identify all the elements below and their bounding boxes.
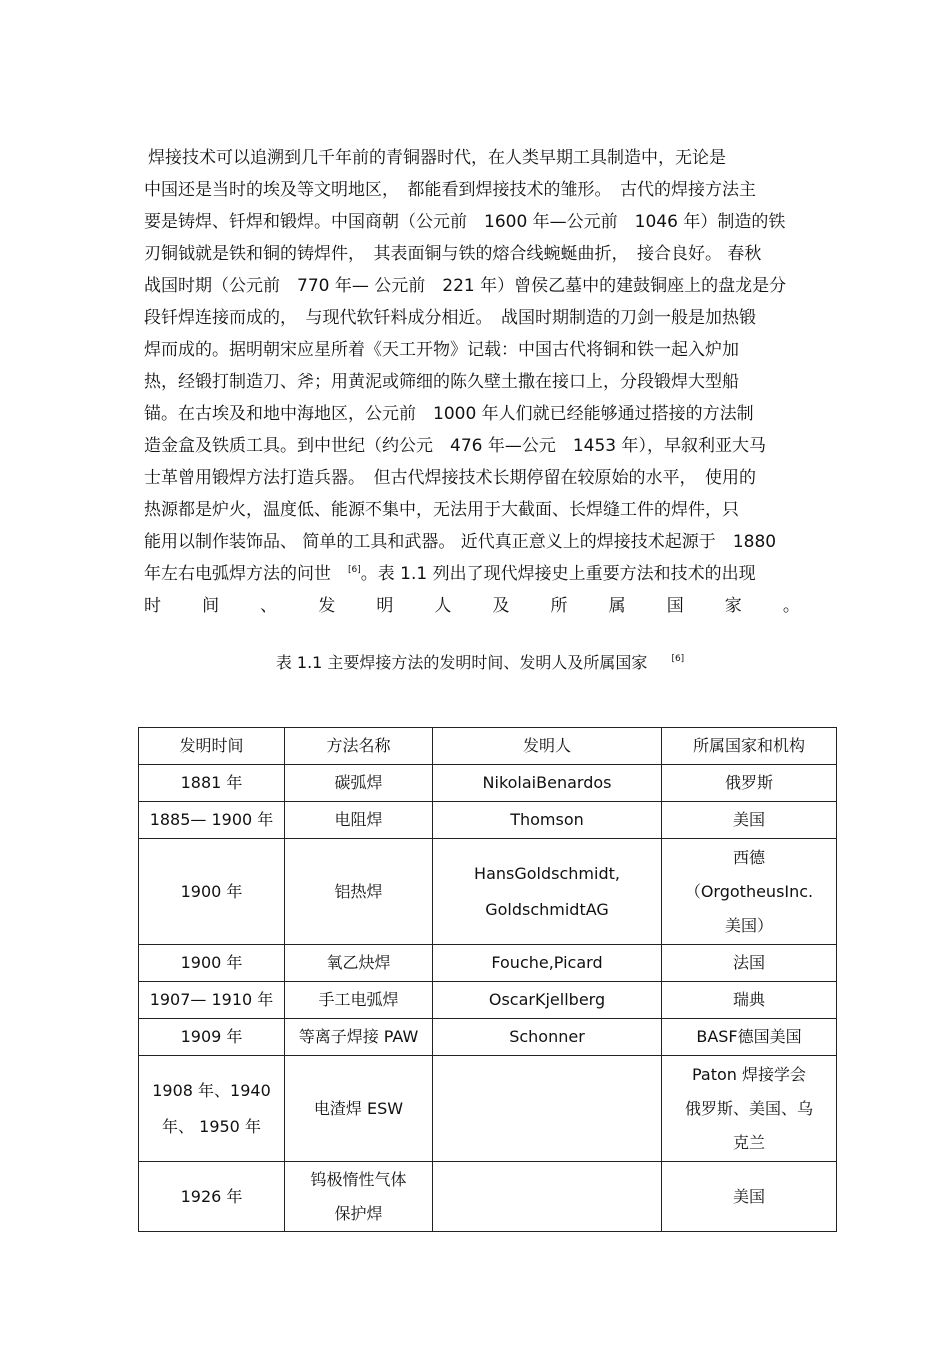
citation-marker: [6] [671,654,685,664]
cell-line: （OrgotheusInc. [684,881,814,901]
text-line: 造金盒及铁质工具。到中世纪（约公元 476 年—公元 1453 年），早叙利亚大马 [144,436,767,456]
text-line: 焊接技术可以追溯到几千年前的青铜器时代，在人类早期工具制造中，无论是 [148,148,726,168]
table-header-row [139,728,837,765]
table-row [139,839,837,945]
column-header: 方法名称 [285,728,433,765]
char: 及 [492,596,510,616]
cell-method: 铝热焊 [285,839,433,945]
column-header: 发明人 [433,728,662,765]
table-row [139,1019,837,1056]
text-line: 中国还是当时的埃及等文明地区， 都能看到焊接技术的雏形。 古代的焊接方法主 [144,180,756,200]
cell-time: 1909 年 [139,1019,285,1056]
cell-time: 1881 年 [139,765,285,802]
char: 、 [260,596,278,616]
cell-time [139,1056,285,1162]
table-caption [0,651,950,675]
cell-method: 手工电弧焊 [285,982,433,1019]
cell-country: BASF德国美国 [662,1019,837,1056]
text-line: 焊而成的。据明朝宋应星所着《天工开物》记载：中国古代将铜和铁一起入炉加 [144,340,739,360]
text-segment: 年左右电弧焊方法的问世 [144,564,348,584]
table-row [139,1056,837,1162]
cell-method: 氧乙炔焊 [285,945,433,982]
cell-country [662,839,837,945]
char: 明 [376,596,394,616]
table-row [139,945,837,982]
cell-country [662,1056,837,1162]
cell-country: 法国 [662,945,837,982]
text-line: 能用以制作装饰品、 简单的工具和武器。 近代真正意义上的焊接技术起源于 1880 [144,532,777,552]
cell-inventor: OscarKjellberg [433,982,662,1019]
cell-line: 钨极惰性气体 [310,1169,407,1189]
cell-line: 1908 年、1940 [152,1080,271,1100]
char: 人 [434,596,452,616]
cell-time: 1900 年 [139,945,285,982]
char: 属 [608,596,626,616]
table-row [139,802,837,839]
cell-time: 1926 年 [139,1162,285,1232]
welding-history-table [138,727,837,1232]
cell-line: 俄罗斯、美国、乌 [684,1098,813,1118]
column-header: 发明时间 [139,728,285,765]
cell-method: 等离子焊接 PAW [285,1019,433,1056]
char: 发 [318,596,336,616]
caption-text: 表 1.1 主要焊接方法的发明时间、发明人及所属国家 [275,653,648,672]
text-line: 刃铜钺就是铁和铜的铸焊件， 其表面铜与铁的熔合线蜿蜒曲折， 接合良好。 春秋 [144,244,762,264]
citation-marker: [6] [348,565,361,575]
char: 时 [144,596,161,616]
cell-inventor: Thomson [433,802,662,839]
table-row [139,982,837,1019]
cell-method [285,1162,433,1232]
char: 家 [724,596,742,616]
cell-method: 碳弧焊 [285,765,433,802]
cell-inventor [433,1056,662,1162]
cell-inventor: Schonner [433,1019,662,1056]
cell-line: 保护焊 [334,1203,383,1223]
cell-line: 美国） [724,915,773,935]
cell-line: Paton 焊接学会 [691,1064,807,1084]
cell-line: 年、 1950 年 [162,1116,261,1136]
cell-inventor [433,839,662,945]
cell-method: 电阻焊 [285,802,433,839]
cell-time: 1885— 1900 年 [139,802,285,839]
text-line: 锚。在古埃及和地中海地区，公元前 1000 年人们就已经能够通过搭接的方法制 [144,404,754,424]
body-paragraph [144,144,812,624]
text-line: 士革曾用锻焊方法打造兵器。 但古代焊接技术长期停留在较原始的水平， 使用的 [144,468,756,488]
cell-inventor [433,1162,662,1232]
char: 国 [666,596,684,616]
cell-country: 美国 [662,802,837,839]
cell-inventor: Fouche,Picard [433,945,662,982]
char: 所 [550,596,568,616]
text-line: 热，经锻打制造刀、斧；用黄泥或筛细的陈久壁土撒在接口上，分段锻焊大型船 [144,372,739,392]
cell-line: 西德 [732,847,765,867]
text-line: 战国时期（公元前 770 年— 公元前 221 年）曾侯乙墓中的建鼓铜座上的盘龙是分 [144,276,787,296]
text-line: 要是铸焊、钎焊和锻焊。中国商朝（公元前 1600 年—公元前 1046 年）制造的铁 [144,212,786,232]
cell-country: 俄罗斯 [662,765,837,802]
cell-time: 1907— 1910 年 [139,982,285,1019]
cell-line: GoldschmidtAG [485,899,609,919]
column-header: 所属国家和机构 [662,728,837,765]
char: 。 [782,596,800,616]
table-row [139,765,837,802]
cell-line: HansGoldschmidt, [474,863,620,883]
text-segment: 。表 1.1 列出了现代焊接史上重要方法和技术的出现 [360,564,756,584]
text-line: 段钎焊连接而成的， 与现代软钎料成分相近。 战国时期制造的刀剑一般是加热锻 [144,308,756,328]
cell-method: 电渣焊 ESW [285,1056,433,1162]
cell-inventor: NikolaiBenardos [433,765,662,802]
char: 间 [202,596,220,616]
text-line-with-citation [144,560,812,592]
cell-line: 克兰 [732,1132,765,1152]
cell-time: 1900 年 [139,839,285,945]
text-line-justified [144,592,800,624]
table-row [139,1162,837,1232]
cell-country: 美国 [662,1162,837,1232]
text-line: 热源都是炉火，温度低、能源不集中，无法用于大截面、长焊缝工件的焊件，只 [144,500,739,520]
cell-country: 瑞典 [662,982,837,1019]
